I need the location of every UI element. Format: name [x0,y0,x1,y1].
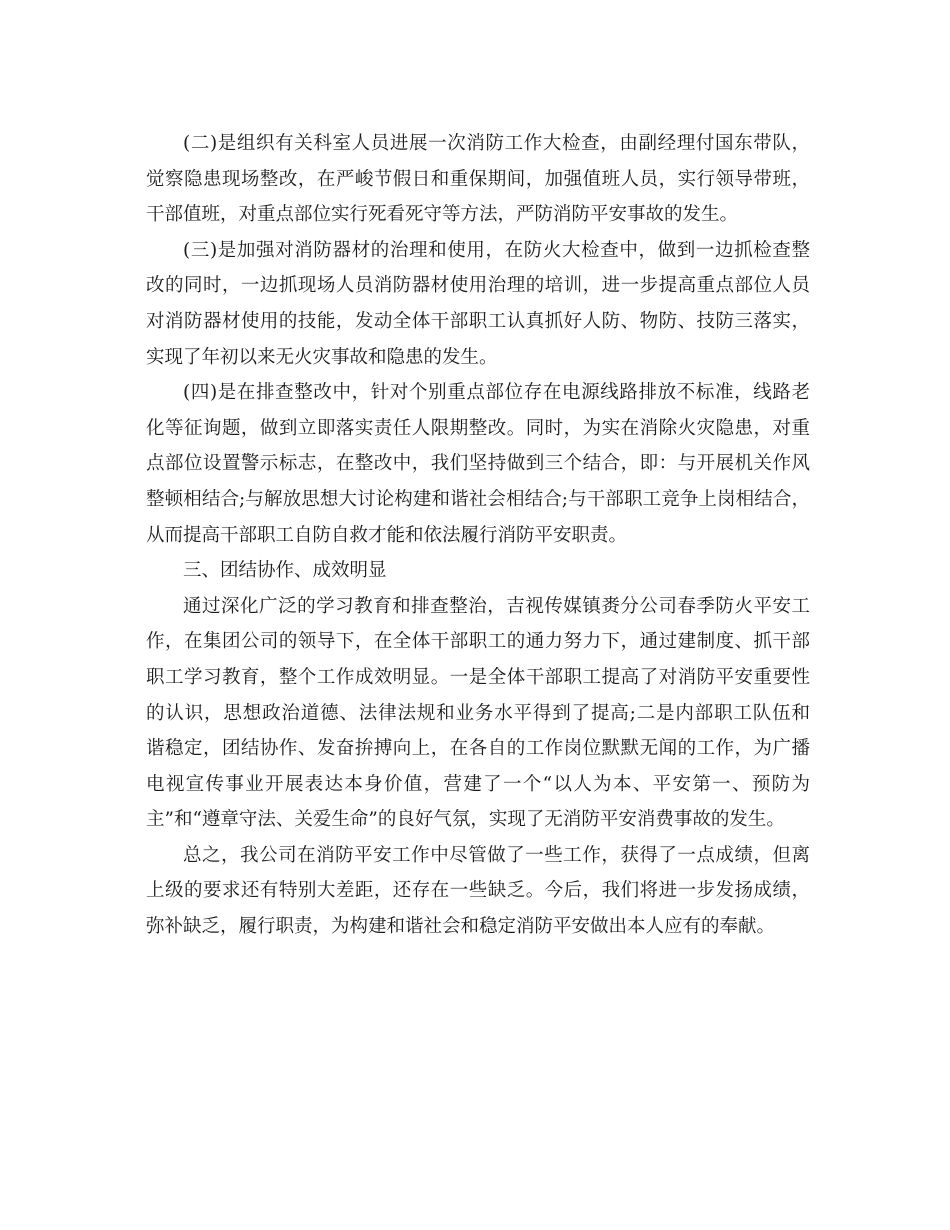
text-line: 对消防器材使用的技能，发动全体干部职工认真抓好人防、物防、技防三落实， [146,310,810,332]
text-line: 改的同时，一边抓现场人员消防器材使用治理的培训，进一步提高重点部位人员 [146,275,810,297]
text-line: 干部值班，对重点部位实行死看死守等方法，严防消防平安事故的发生。 [146,204,739,226]
text-line: 点部位设置警示标志，在整改中，我们坚持做到三个结合，即：与开展机关作风 [146,453,810,475]
text-line: 通过深化广泛的学习教育和排查整治，吉视传媒镇赉分公司春季防火平安工 [183,595,810,617]
text-line: 主”和“遵章守法、关爱生命”的良好气氛，实现了无消防平安消费事故的发生。 [146,809,785,831]
text-line: 的认识，思想政治道德、法律法规和业务水平得到了提高;二是内部职工队伍和 [146,702,810,724]
text-line: 职工学习教育，整个工作成效明显。一是全体干部职工提高了对消防平安重要性 [146,666,810,688]
text-line: 三、团结协作、成效明显 [183,560,387,582]
text-line: 化等征询题，做到立即落实责任人限期整改。同时，为实在消除火灾隐患，对重 [146,417,810,439]
text-line: 总之，我公司在消防平安工作中尽管做了一些工作，获得了一点成绩，但离 [183,844,810,866]
text-line: (二)是组织有关科室人员进展一次消防工作大检查，由副经理付国东带队， [183,133,810,154]
text-line: 谐稳定，团结协作、发奋拚搏向上，在各自的工作岗位默默无闻的工作，为广播 [146,738,810,760]
text-line: 觉察隐患现场整改，在严峻节假日和重保期间，加强值班人员，实行领导带班， [146,168,810,190]
text-line: 电视宣传事业开展表达本身价值，营建了一个“以人为本、平安第一、预防为 [146,773,810,795]
text-line: 整顿相结合;与解放思想大讨论构建和谐社会相结合;与干部职工竞争上岗相结合， [146,488,810,510]
text-line: 上级的要求还有特别大差距，还存在一些缺乏。今后，我们将进一步发扬成绩， [146,880,810,902]
text-line: (四)是在排查整改中，针对个别重点部位存在电源线路排放不标准，线路老 [183,382,810,404]
text-line: 从而提高干部职工自防自救才能和依法履行消防平安职责。 [146,524,628,546]
document-body [146,126,810,945]
text-line: (三)是加强对消防器材的治理和使用，在防火大检查中，做到一边抓检查整 [183,239,810,261]
text-line: 弥补缺乏，履行职责，为构建和谐社会和稳定消防平安做出本人应有的奉献。 [146,916,776,938]
text-line: 实现了年初以来无火灾事故和隐患的发生。 [146,346,498,368]
text-line: 作，在集团公司的领导下，在全体干部职工的通力努力下，通过建制度、抓干部 [146,631,810,653]
